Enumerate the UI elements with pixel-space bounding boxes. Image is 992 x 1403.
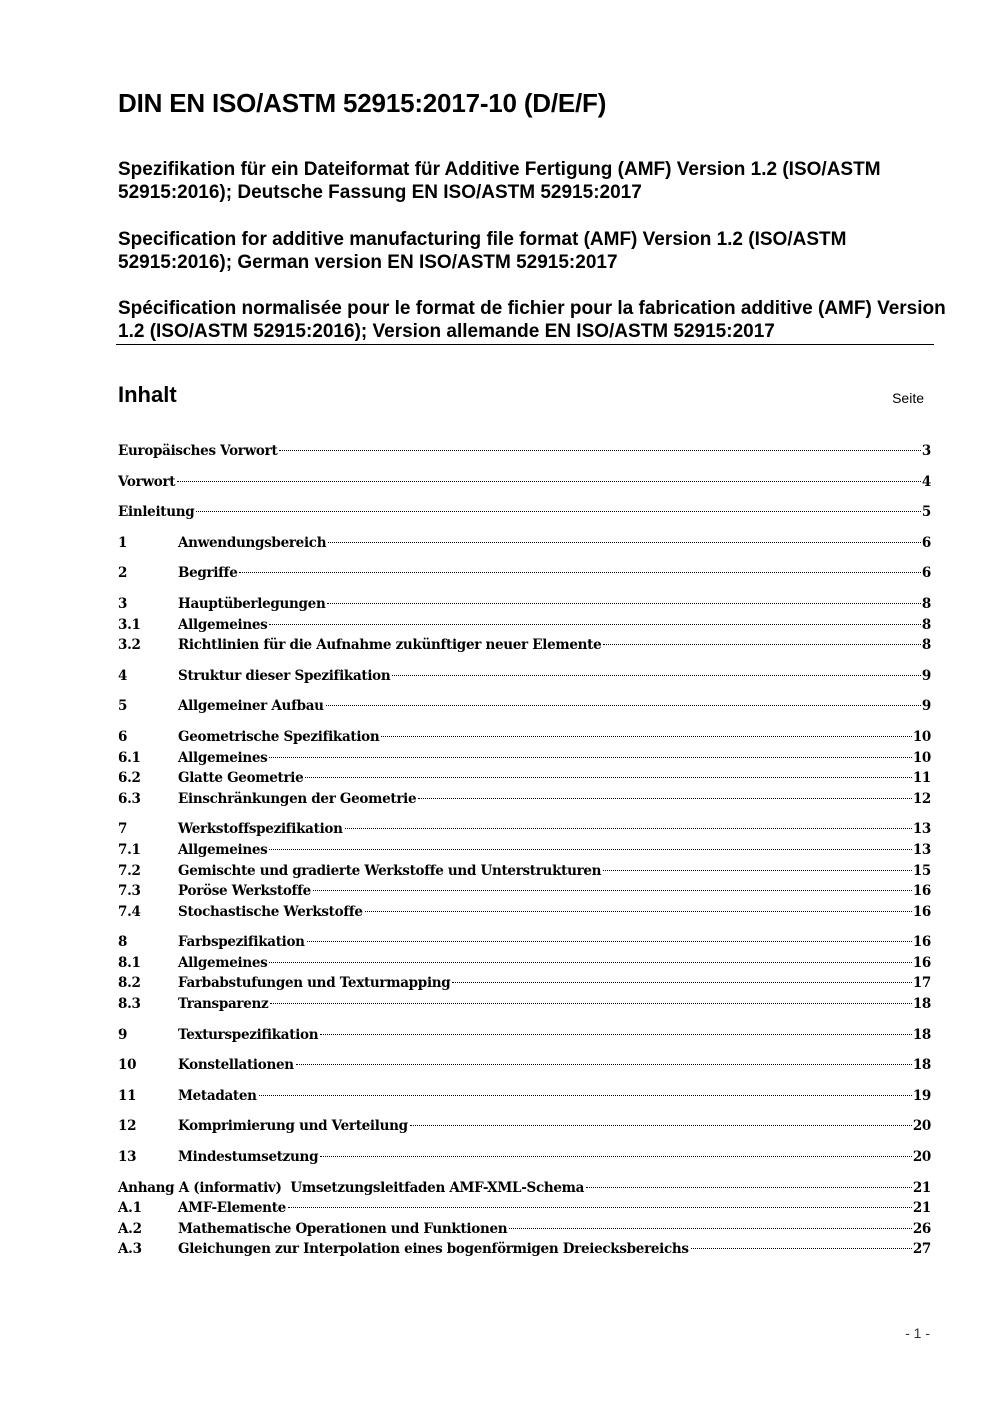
toc-entry[interactable] [118, 953, 931, 974]
toc-entry[interactable] [118, 594, 931, 615]
toc-entry-page: 13 [912, 821, 931, 838]
toc-entry-number: 5 [118, 698, 128, 715]
toc-dot-leader [269, 757, 911, 758]
toc-entry-page: 21 [912, 1179, 931, 1196]
toc-entry-page: 11 [912, 770, 931, 787]
toc-dot-leader [509, 1228, 912, 1229]
toc-dot-leader [586, 1187, 912, 1188]
toc-entry[interactable] [118, 1055, 931, 1076]
toc-entry-title: Farbabstufungen und Texturmapping [178, 975, 451, 992]
toc-entry-page: 16 [912, 934, 931, 951]
toc-entry-page: 16 [912, 883, 931, 900]
toc-entry-title: Allgemeiner Aufbau [178, 698, 324, 715]
toc-entry-number: 13 [118, 1149, 137, 1166]
toc-entry[interactable] [118, 635, 931, 656]
toc-entry-page: 20 [912, 1149, 931, 1166]
toc-dot-leader [410, 1125, 912, 1126]
toc-entry[interactable] [118, 1198, 931, 1219]
toc-entry-page: 16 [912, 954, 931, 971]
toc-entry-title: Komprimierung und Verteilung [178, 1118, 408, 1135]
toc-entry-title: Struktur dieser Spezifikation [178, 667, 391, 684]
toc-entry-title: Vorwort [118, 473, 176, 490]
toc-entry-number: 2 [118, 565, 128, 582]
toc-entry-number: 8 [118, 934, 128, 951]
toc-entry-page: 8 [921, 616, 931, 633]
toc-dot-leader [269, 849, 911, 850]
toc-entry-number: 8.1 [118, 954, 141, 971]
toc-dot-leader [313, 890, 912, 891]
toc-dot-leader [392, 675, 921, 676]
toc-dot-leader [320, 1034, 912, 1035]
toc-entry[interactable] [118, 1025, 931, 1046]
toc-entry-title: Anhang A (informativ) Umsetzungsleitfaden AMF-XML-Schema [118, 1179, 585, 1196]
toc-entry-page: 6 [921, 534, 931, 551]
title-divider [116, 344, 934, 345]
toc-entry-number: 7.2 [118, 862, 141, 879]
toc-dot-leader [328, 542, 921, 543]
toc-entry-title: Allgemeines [178, 616, 268, 633]
toc-dot-leader [288, 1207, 912, 1208]
toc-dot-leader [239, 572, 920, 573]
toc-entry-number: 9 [118, 1026, 128, 1043]
toc-entry-title: Europäisches Vorwort [118, 443, 278, 459]
toc-dot-leader [177, 481, 921, 482]
toc-entry-title: Gemischte und gradierte Werkstoffe und Unterstrukturen [178, 862, 602, 879]
toc-entry-title: Mindestumsetzung [178, 1149, 319, 1166]
toc-dot-leader [603, 870, 912, 871]
toc-entry-title: Konstellationen [178, 1057, 294, 1074]
toc-entry[interactable] [118, 748, 931, 769]
toc-entry-number: 4 [118, 667, 128, 684]
toc-entry[interactable] [118, 1219, 931, 1240]
toc-entry[interactable] [118, 768, 931, 789]
toc-entry[interactable] [118, 472, 931, 493]
toc-entry-title: Transparenz [178, 996, 269, 1013]
toc-entry[interactable] [118, 994, 931, 1015]
toc-entry[interactable] [118, 502, 931, 523]
title-french: Spécification normalisée pour le format de fichier pour la fabrication additive (AMF) Version 1.2 (ISO/ASTM 52915:2016); Version allemande EN ISO/ASTM 52915:2017 [118, 298, 946, 342]
toc-entry-page: 4 [921, 473, 931, 490]
toc-entry-page: 13 [912, 841, 931, 858]
toc-entry-number: 6.1 [118, 749, 141, 766]
toc-entry-number: A.2 [118, 1220, 142, 1237]
page-number: - 1 - [905, 1325, 930, 1341]
toc-entry-number: A.3 [118, 1241, 142, 1258]
toc-dot-leader [326, 705, 921, 706]
toc-entry[interactable] [118, 441, 931, 462]
toc-entry[interactable] [118, 973, 931, 994]
toc-entry-title: Einschränkungen der Geometrie [178, 790, 417, 807]
toc-dot-leader [259, 1095, 912, 1096]
toc-entry-number: A.1 [118, 1200, 142, 1217]
toc-dot-leader [307, 941, 912, 942]
table-of-contents [118, 441, 931, 1260]
toc-entry-number: 8.2 [118, 975, 141, 992]
toc-entry-title: Begriffe [178, 565, 238, 582]
toc-entry[interactable] [118, 696, 931, 717]
toc-entry-title: Farbspezifikation [178, 934, 305, 951]
toc-entry[interactable] [118, 819, 931, 840]
toc-dot-leader [320, 1156, 912, 1157]
toc-entry-title: Stochastische Werkstoffe [178, 903, 363, 920]
toc-dot-leader [603, 644, 921, 645]
toc-entry[interactable] [118, 1239, 931, 1260]
toc-entry-number: 8.3 [118, 996, 141, 1013]
toc-dot-leader [365, 911, 912, 912]
toc-entry-title: Allgemeines [178, 954, 268, 971]
toc-dot-leader [196, 511, 921, 512]
toc-entry-page: 21 [912, 1200, 931, 1217]
toc-entry-page: 26 [912, 1220, 931, 1237]
toc-entry-number: 3.2 [118, 637, 141, 654]
toc-entry-page: 3 [921, 443, 931, 459]
title-english: Specification for additive manufacturing file format (AMF) Version 1.2 (ISO/ASTM 52915:2016); German version EN ISO/ASTM 52915:2017 [118, 229, 847, 273]
toc-entry-title: Einleitung [118, 504, 195, 521]
toc-entry-title: Glatte Geometrie [178, 770, 304, 787]
toc-page-column-label: Seite [892, 390, 924, 406]
toc-entry-number: 11 [118, 1087, 137, 1104]
toc-entry-title: AMF-Elemente [178, 1200, 286, 1217]
toc-entry-number: 12 [118, 1118, 137, 1135]
toc-entry[interactable] [118, 615, 931, 636]
toc-entry[interactable] [118, 861, 931, 882]
toc-entry-title: Hauptüberlegungen [178, 595, 326, 612]
toc-entry-title: Texturspezifikation [178, 1026, 319, 1043]
toc-dot-leader [345, 828, 912, 829]
toc-entry-number: 6.2 [118, 770, 141, 787]
toc-entry[interactable] [118, 533, 931, 554]
toc-dot-leader [279, 450, 921, 451]
toc-entry-page: 27 [912, 1241, 931, 1258]
toc-dot-leader [296, 1064, 912, 1065]
toc-entry-title: Anwendungsbereich [178, 534, 327, 551]
toc-entry[interactable] [118, 932, 931, 953]
toc-entry-number: 7.4 [118, 903, 141, 920]
toc-dot-leader [691, 1248, 912, 1249]
toc-entry-page: 9 [921, 667, 931, 684]
toc-entry[interactable] [118, 789, 931, 810]
toc-entry-number: 3 [118, 595, 128, 612]
toc-dot-leader [270, 1003, 911, 1004]
toc-entry-title: Allgemeines [178, 841, 268, 858]
toc-entry-number: 7 [118, 821, 128, 838]
toc-entry-page: 17 [912, 975, 931, 992]
toc-entry-number: 6 [118, 728, 128, 745]
toc-entry[interactable] [118, 666, 931, 687]
toc-entry-page: 12 [912, 790, 931, 807]
toc-entry-number: 3.1 [118, 616, 141, 633]
toc-entry-number: 1 [118, 534, 128, 551]
toc-entry[interactable] [118, 881, 931, 902]
toc-dot-leader [269, 624, 920, 625]
toc-entry-number: 7.1 [118, 841, 141, 858]
toc-dot-leader [418, 798, 912, 799]
toc-entry-number: 10 [118, 1057, 137, 1074]
toc-dot-leader [269, 962, 911, 963]
toc-entry[interactable] [118, 1178, 931, 1199]
toc-entry[interactable] [118, 727, 931, 748]
toc-entry-page: 10 [912, 728, 931, 745]
toc-dot-leader [452, 982, 911, 983]
toc-entry-page: 18 [912, 1026, 931, 1043]
toc-entry[interactable] [118, 902, 931, 923]
toc-entry-page: 10 [912, 749, 931, 766]
title-german: Spezifikation für ein Dateiformat für Additive Fertigung (AMF) Version 1.2 (ISO/ASTM 52915:2016); Deutsche Fassung EN ISO/ASTM 52915:2017 [118, 159, 881, 203]
toc-entry-page: 9 [921, 698, 931, 715]
toc-entry-page: 8 [921, 595, 931, 612]
toc-entry-page: 19 [912, 1087, 931, 1104]
toc-entry-page: 18 [912, 996, 931, 1013]
toc-entry-page: 16 [912, 903, 931, 920]
toc-entry[interactable] [118, 1116, 931, 1137]
toc-entry-title: Allgemeines [178, 749, 268, 766]
toc-entry-title: Mathematische Operationen und Funktionen [178, 1220, 508, 1237]
toc-entry-page: 6 [921, 565, 931, 582]
toc-entry[interactable] [118, 1147, 931, 1168]
toc-entry[interactable] [118, 563, 931, 584]
toc-entry-title: Geometrische Spezifikation [178, 728, 380, 745]
toc-entry-title: Metadaten [178, 1087, 257, 1104]
toc-entry-page: 5 [921, 504, 931, 521]
toc-entry-title: Werkstoffspezifikation [178, 821, 343, 838]
toc-entry-number: 7.3 [118, 883, 141, 900]
toc-dot-leader [327, 603, 920, 604]
toc-heading: Inhalt [118, 382, 177, 407]
toc-entry-title: Richtlinien für die Aufnahme zukünftiger neuer Elemente [178, 637, 602, 654]
toc-entry-title: Poröse Werkstoffe [178, 883, 311, 900]
toc-entry[interactable] [118, 840, 931, 861]
toc-dot-leader [381, 736, 911, 737]
toc-entry-page: 15 [912, 862, 931, 879]
toc-entry-page: 18 [912, 1057, 931, 1074]
toc-dot-leader [305, 777, 911, 778]
toc-entry-number: 6.3 [118, 790, 141, 807]
toc-entry-title: Gleichungen zur Interpolation eines bogenförmigen Dreiecksbereichs [178, 1241, 689, 1258]
toc-entry[interactable] [118, 1086, 931, 1107]
toc-entry-page: 20 [912, 1118, 931, 1135]
document-id: DIN EN ISO/ASTM 52915:2017-10 (D/E/F) [118, 88, 607, 118]
toc-entry-page: 8 [921, 637, 931, 654]
